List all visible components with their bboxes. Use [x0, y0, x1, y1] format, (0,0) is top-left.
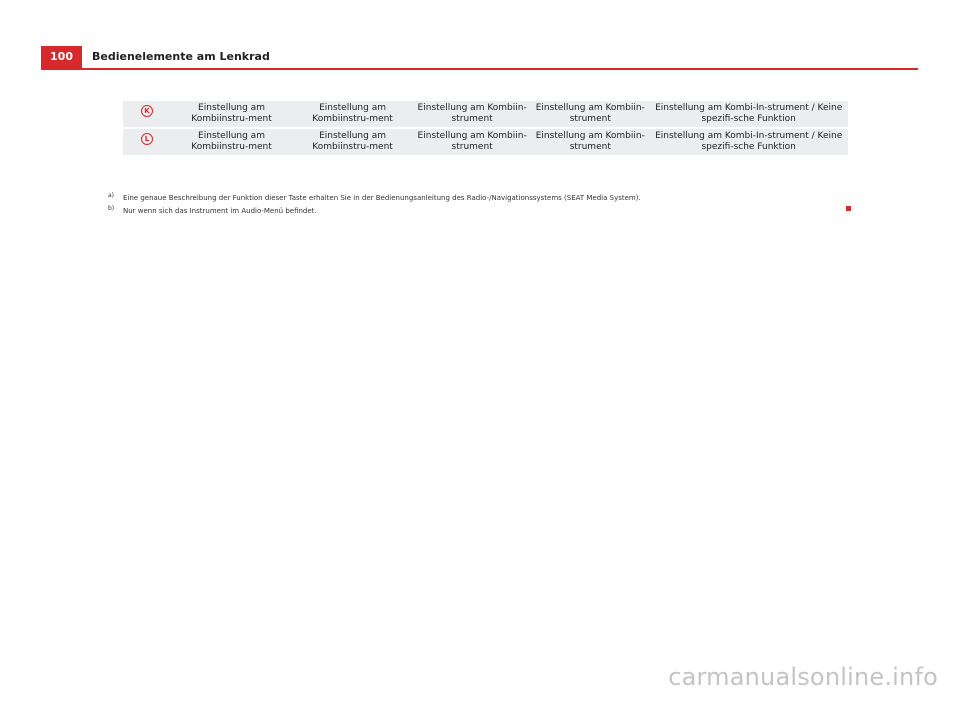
- page-title: Bedienelemente am Lenkrad: [92, 50, 270, 63]
- key-l-badge: L: [141, 133, 153, 145]
- key-k-badge: K: [141, 105, 153, 117]
- table-cell: Einstellung am Kombi-In-strument / Keine spezifi-sche Funktion: [649, 101, 848, 127]
- watermark: carmanualsonline.info: [668, 663, 938, 691]
- footnote-mark: a): [108, 192, 115, 199]
- table-cell: Einstellung am Kombiinstru-ment: [292, 101, 413, 127]
- table-cell: Einstellung am Kombi-In-strument / Keine spezifi-sche Funktion: [649, 129, 848, 155]
- function-table: [123, 99, 848, 157]
- table-cell: Einstellung am Kombiin-strument: [531, 101, 649, 127]
- footnote-mark: b): [108, 205, 115, 212]
- table-cell: Einstellung am Kombiin-strument: [531, 129, 649, 155]
- footnotes: [108, 194, 868, 220]
- page-header: [41, 46, 918, 70]
- table-cell: Einstellung am Kombiin-strument: [413, 101, 531, 127]
- section-end-marker: [846, 206, 851, 211]
- table-row: [123, 101, 848, 127]
- footnote-b: [108, 207, 868, 216]
- page-number: 100: [41, 46, 82, 68]
- table-row: [123, 129, 848, 155]
- key-cell: [123, 129, 171, 155]
- footnote-a: [108, 194, 868, 203]
- table-cell: Einstellung am Kombiinstru-ment: [171, 129, 292, 155]
- key-cell: [123, 101, 171, 127]
- footnote-text: Nur wenn sich das Instrument im Audio-Menü befindet.: [123, 207, 317, 215]
- table-cell: Einstellung am Kombiin-strument: [413, 129, 531, 155]
- table-cell: Einstellung am Kombiinstru-ment: [171, 101, 292, 127]
- footnote-text: Eine genaue Beschreibung der Funktion dieser Taste erhalten Sie in der Bedienungsanleitung des Radio-/Navigationssystems (SEAT Media System).: [123, 194, 641, 202]
- table-cell: Einstellung am Kombiinstru-ment: [292, 129, 413, 155]
